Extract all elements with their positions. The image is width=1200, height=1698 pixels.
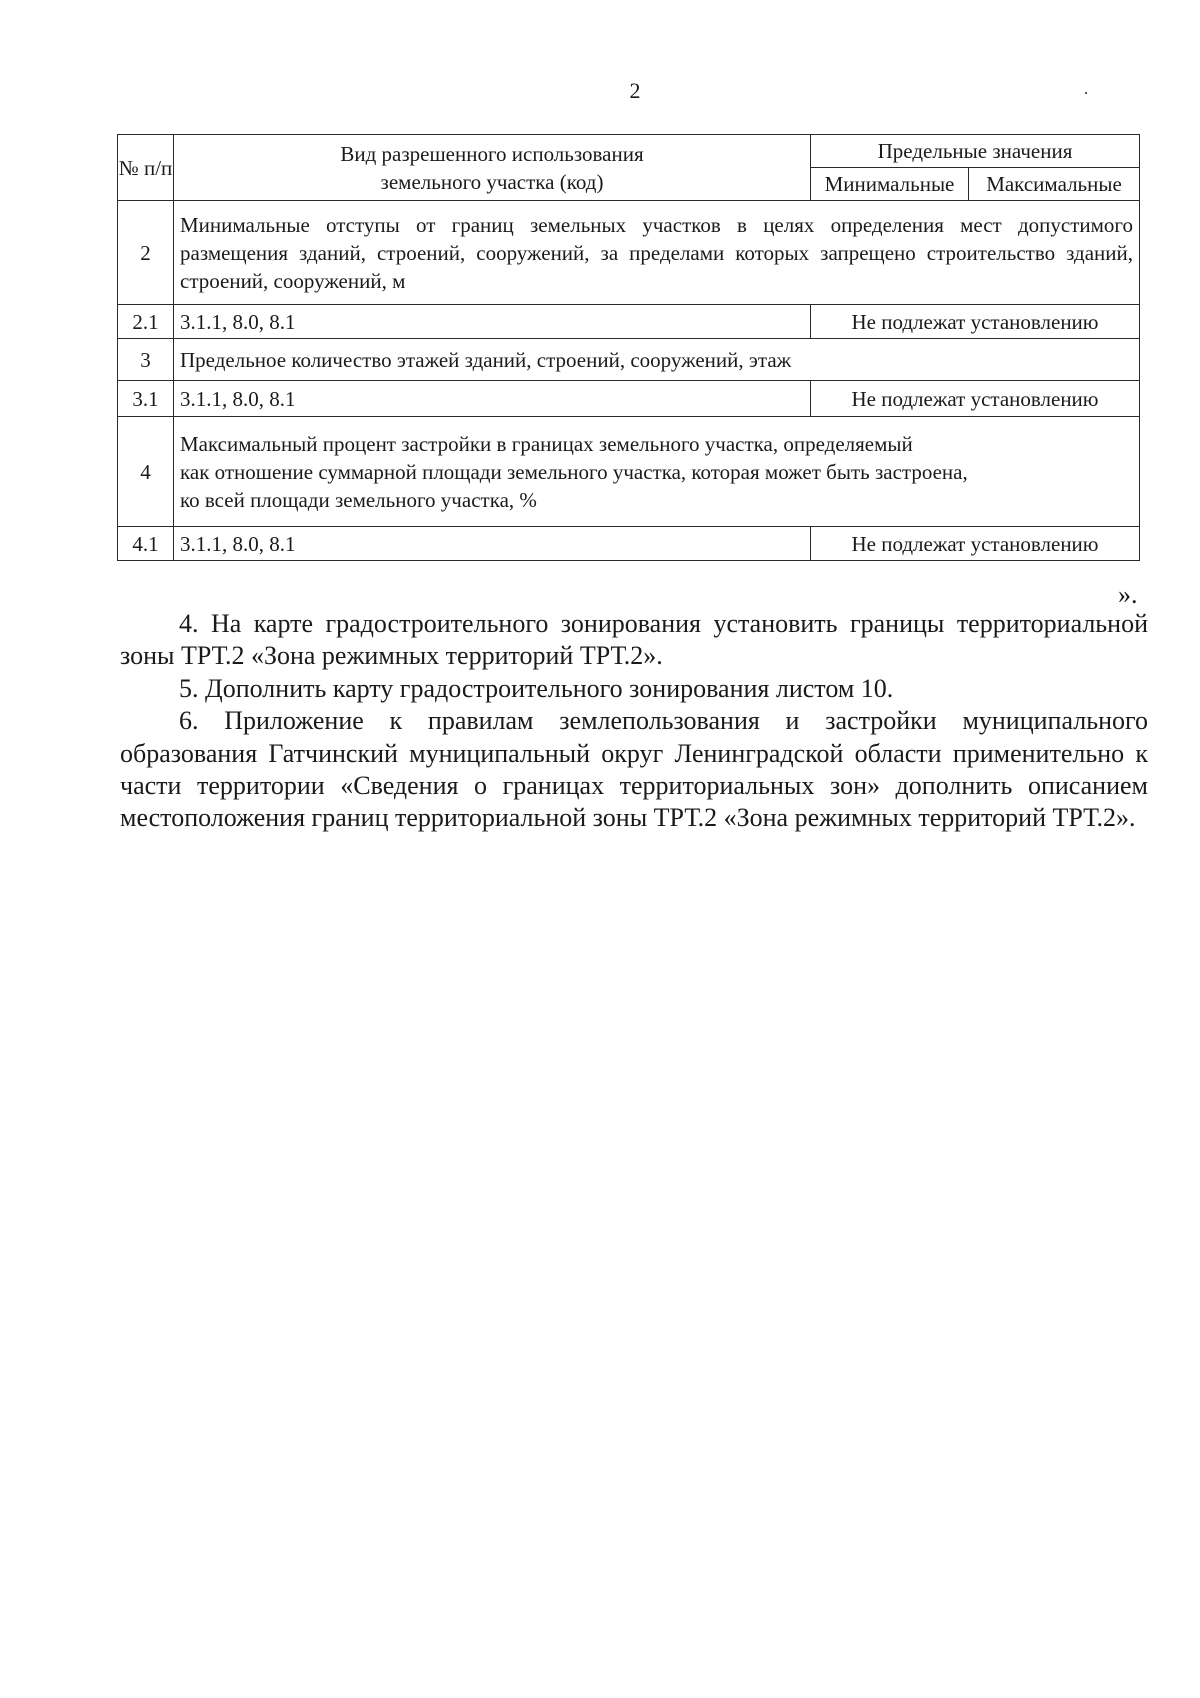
table-row [118,201,1140,305]
row-code: 3.1.1, 8.0, 8.1 [174,527,811,561]
row-number: 4 [118,417,174,527]
row-text-line: Максимальный процент застройки в границах земельного участка, определяемый [180,431,913,456]
row-text-line: как отношение суммарной площади земельного участка, которая может быть застроена, [180,459,968,484]
row-text [174,417,1140,527]
row-code: 3.1.1, 8.0, 8.1 [174,305,811,339]
row-value: Не подлежат установлению [811,527,1140,561]
table-header-row [118,135,1140,168]
scan-speck [1085,92,1087,94]
table-row [118,305,1140,339]
body-text [120,608,1148,835]
zoning-parameters-table [117,134,1140,561]
row-value: Не подлежат установлению [811,381,1140,417]
row-number: 4.1 [118,527,174,561]
row-number: 2.1 [118,305,174,339]
paragraph-6: 6. Приложение к правилам землепользования и застройки муниципального образования Гатчинский муниципальный округ Ленинградской области применительно к части территории «Сведения о границах территориальных зон» дополнить описанием местоположения границ территориальной зоны ТРТ.2 «Зона режимных территорий ТРТ.2». [120,706,1148,833]
table-row [118,339,1140,381]
header-usage-type: Вид разрешенного использования земельного участка (код) [174,135,811,201]
header-limit-values: Предельные значения [811,135,1140,168]
row-number: 2 [118,201,174,305]
header-num: № п/п [118,135,174,201]
table-row [118,381,1140,417]
row-number: 3 [118,339,174,381]
table-row [118,527,1140,561]
header-max: Максимальные [969,168,1140,201]
row-value: Не подлежат установлению [811,305,1140,339]
paragraph-5: 5. Дополнить карту градостроительного зонирования листом 10. [179,673,894,703]
closing-quote: ». [1118,580,1138,609]
page-number: 2 [629,78,641,103]
row-code: 3.1.1, 8.0, 8.1 [174,381,811,417]
row-text: Предельное количество этажей зданий, строений, сооружений, этаж [174,339,1140,381]
table-row [118,417,1140,527]
paragraph-4: 4. На карте градостроительного зонирования установить границы территориальной зоны ТРТ.2 «Зона режимных территорий ТРТ.2». [120,609,1148,671]
row-number: 3.1 [118,381,174,417]
row-text: Минимальные отступы от границ земельных участков в целях определения мест допустимого размещения зданий, строений, сооружений, за пределами которых запрещено строительство зданий, строений, сооружений, м [174,201,1140,305]
row-text-line: ко всей площади земельного участка, % [180,487,537,512]
header-min: Минимальные [811,168,969,201]
